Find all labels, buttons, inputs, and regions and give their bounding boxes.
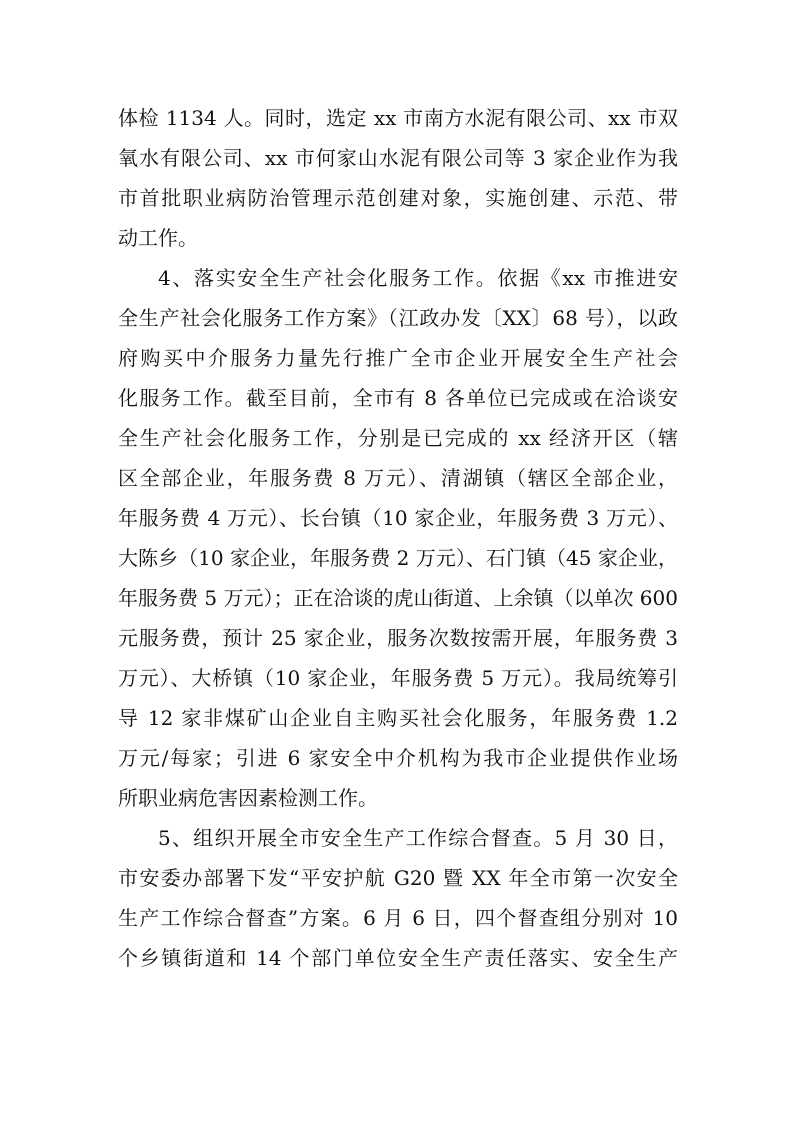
text-line: 年服务费 5 万元）；正在洽谈的虎山街道、上余镇（以单次 600 (118, 586, 678, 610)
text-line: 体检 1134 人。同时，选定 xx 市南方水泥有限公司、xx 市双 (118, 106, 678, 130)
text-line: 元服务费，预计 25 家企业，服务次数按需开展，年服务费 3 (118, 626, 678, 650)
text-line: 全生产社会化服务工作方案》（江政办发〔XX〕68 号），以政 (118, 306, 678, 330)
text-line: 市安委办部署下发“平安护航 G20 暨 XX 年全市第一次安全 (118, 866, 678, 890)
text-line: 大陈乡（10 家企业，年服务费 2 万元）、石门镇（45 家企业， (118, 546, 678, 570)
text-line: 动工作。 (118, 226, 198, 250)
text-line: 全生产社会化服务工作，分别是已完成的 xx 经济开区（辖 (118, 426, 678, 450)
paragraph-4-start: 4、落实安全生产社会化服务工作。依据《xx 市推进安 (158, 266, 678, 290)
paragraph-5-start: 5、组织开展全市安全生产工作综合督查。5 月 30 日， (158, 826, 678, 850)
text-line: 所职业病危害因素检测工作。 (118, 786, 378, 810)
text-line: 生产工作综合督查”方案。6 月 6 日，四个督查组分别对 10 (118, 906, 678, 930)
text-line: 区全部企业，年服务费 8 万元）、清湖镇（辖区全部企业， (118, 466, 678, 490)
text-line: 个乡镇街道和 14 个部门单位安全生产责任落实、安全生产 (118, 946, 678, 970)
text-line: 市首批职业病防治管理示范创建对象，实施创建、示范、带 (118, 186, 678, 210)
text-line: 化服务工作。截至目前，全市有 8 各单位已完成或在洽谈安 (118, 386, 678, 410)
text-line: 万元/每家；引进 6 家安全中介机构为我市企业提供作业场 (118, 746, 678, 770)
text-line: 年服务费 4 万元）、长台镇（10 家企业，年服务费 3 万元）、 (118, 506, 678, 530)
text-line: 氧水有限公司、xx 市何家山水泥有限公司等 3 家企业作为我 (118, 146, 678, 170)
document-body (118, 98, 678, 978)
text-line: 导 12 家非煤矿山企业自主购买社会化服务，年服务费 1.2 (118, 706, 678, 730)
text-line: 万元）、大桥镇（10 家企业，年服务费 5 万元）。我局统筹引 (118, 666, 678, 690)
text-line: 府购买中介服务力量先行推广全市企业开展安全生产社会 (118, 346, 678, 370)
